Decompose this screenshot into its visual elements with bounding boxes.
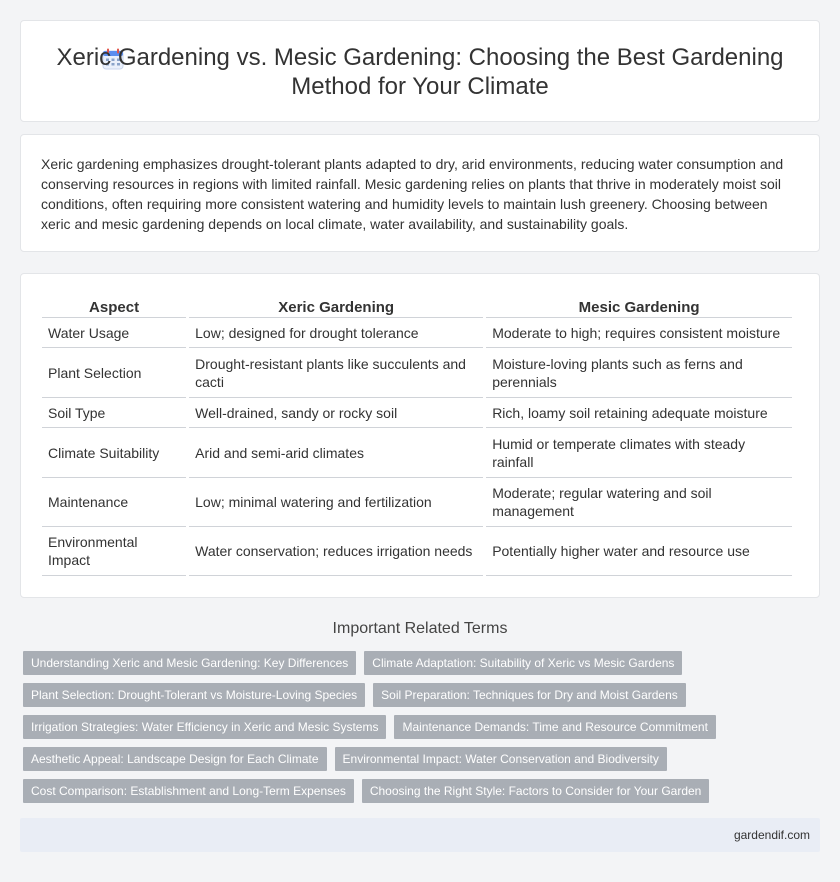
related-term-tag[interactable]: Cost Comparison: Establishment and Long-Term Expenses — [23, 779, 354, 803]
page-title: Xeric Gardening vs. Mesic Gardening: Choosing the Best Gardening Method for Your Climate — [56, 44, 784, 100]
table-row — [42, 318, 792, 348]
related-term-tag[interactable]: Maintenance Demands: Time and Resource Commitment — [394, 715, 715, 739]
table-row — [42, 428, 792, 478]
related-term-tag[interactable]: Climate Adaptation: Suitability of Xeric vs Mesic Gardens — [364, 651, 682, 675]
table-cell: Environmental Impact — [42, 527, 186, 576]
related-term-tag[interactable]: Irrigation Strategies: Water Efficiency in Xeric and Mesic Systems — [23, 715, 386, 739]
table-row — [42, 398, 792, 428]
table-cell: Maintenance — [42, 478, 186, 527]
related-terms-list — [23, 651, 823, 811]
table-header-row — [42, 296, 792, 318]
column-header: Xeric Gardening — [189, 296, 483, 318]
column-header: Aspect — [42, 296, 186, 318]
intro-card — [20, 134, 820, 252]
header-card — [20, 20, 820, 122]
table-cell: Humid or temperate climates with steady rainfall — [486, 428, 792, 478]
table-row — [42, 478, 792, 527]
related-term-tag[interactable]: Understanding Xeric and Mesic Gardening: Key Differences — [23, 651, 356, 675]
related-term-tag[interactable]: Aesthetic Appeal: Landscape Design for Each Climate — [23, 747, 327, 771]
column-header: Mesic Gardening — [486, 296, 792, 318]
table-cell: Low; minimal watering and fertilization — [189, 478, 483, 527]
table-cell: Plant Selection — [42, 348, 186, 398]
table-cell: Rich, loamy soil retaining adequate moisture — [486, 398, 792, 428]
table-cell: Water Usage — [42, 318, 186, 348]
comparison-table — [39, 296, 795, 576]
related-term-tag[interactable]: Environmental Impact: Water Conservation and Biodiversity — [335, 747, 667, 771]
related-term-tag[interactable]: Plant Selection: Drought-Tolerant vs Moisture-Loving Species — [23, 683, 365, 707]
table-cell: Low; designed for drought tolerance — [189, 318, 483, 348]
table-cell: Soil Type — [42, 398, 186, 428]
table-cell: Drought-resistant plants like succulents and cacti — [189, 348, 483, 398]
table-cell: Well-drained, sandy or rocky soil — [189, 398, 483, 428]
footer — [20, 818, 820, 852]
table-cell: Moderate; regular watering and soil management — [486, 478, 792, 527]
table-cell: Arid and semi-arid climates — [189, 428, 483, 478]
related-term-tag[interactable]: Soil Preparation: Techniques for Dry and Moist Gardens — [373, 683, 686, 707]
table-row — [42, 348, 792, 398]
site-link[interactable]: gardendif.com — [733, 828, 810, 842]
table-cell: Moisture-loving plants such as ferns and perennials — [486, 348, 792, 398]
related-term-tag[interactable]: Choosing the Right Style: Factors to Consider for Your Garden — [362, 779, 710, 803]
related-terms-title: Important Related Terms — [332, 620, 508, 637]
table-cell: Water conservation; reduces irrigation needs — [189, 527, 483, 576]
table-cell: Potentially higher water and resource use — [486, 527, 792, 576]
intro-text: Xeric gardening emphasizes drought-tolerant plants adapted to dry, arid environments, reducing water consumption and conserving resources in regions with limited rainfall. Mesic gardening relies on plants that thrive in moderately moist soil conditions, often requiring more consistent watering and humidity levels to maintain lush greenery. Choosing between xeric and mesic gardening depends on local climate, water availability, and sustainability goals. — [41, 156, 784, 232]
table-cell: Climate Suitability — [42, 428, 186, 478]
comparison-table-card — [20, 273, 820, 598]
table-row — [42, 527, 792, 576]
table-cell: Moderate to high; requires consistent moisture — [486, 318, 792, 348]
